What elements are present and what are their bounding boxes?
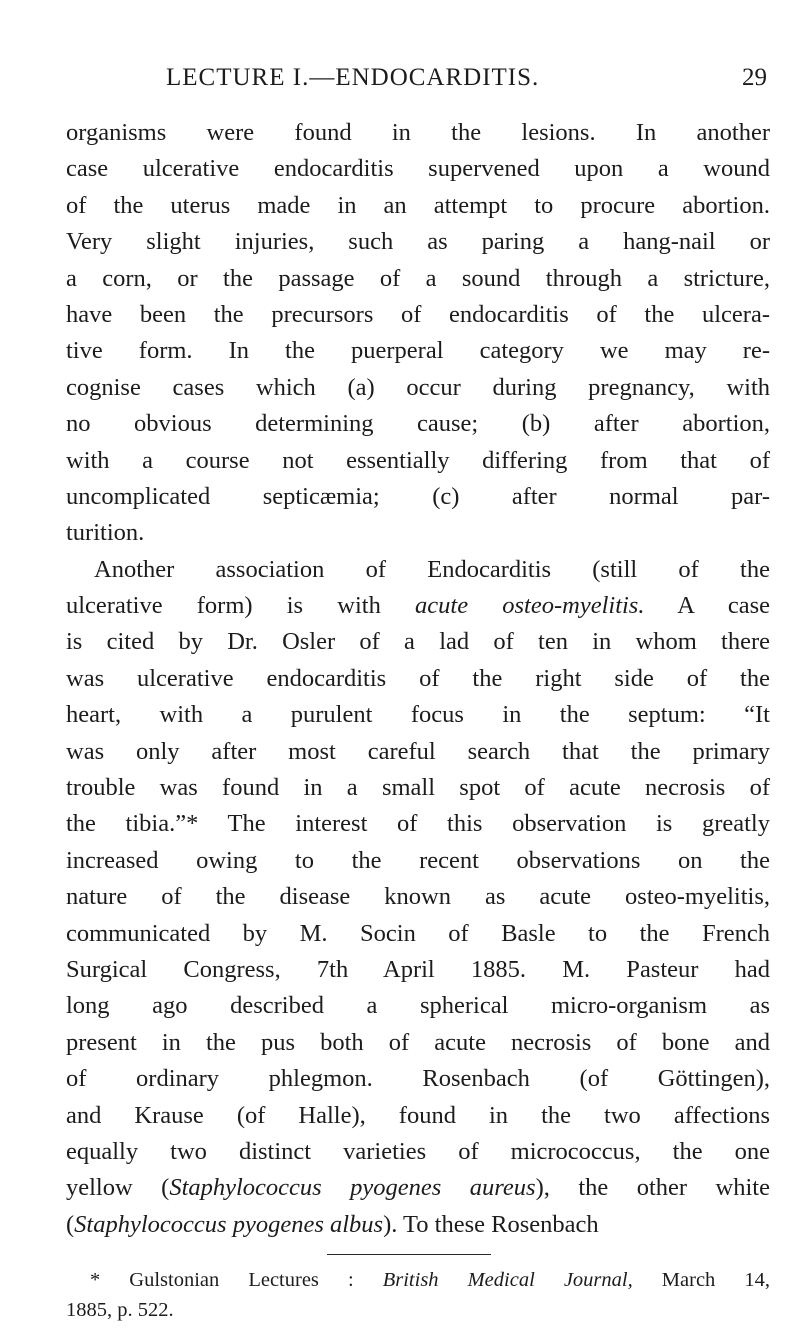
footnotes (66, 1265, 770, 1325)
page-number: 29 (742, 64, 767, 91)
footnote-journal: British Medical Journal, (382, 1269, 633, 1291)
text-line: equally two distinct varieties of micrococcus, the one (66, 1137, 770, 1165)
text-line: communicated by M. Socin of Basle to the French (66, 919, 770, 947)
text-run: ), the other white (535, 1174, 770, 1202)
text-line (66, 1207, 770, 1243)
text-line: uncomplicated septicæmia; (c) after normal par- (66, 482, 770, 510)
text-line: and Krause (of Halle), found in the two affections (66, 1101, 770, 1129)
text-line: no obvious determining cause; (b) after abortion, (66, 410, 770, 438)
footnote-date: March 14, (632, 1269, 770, 1291)
text-line: long ago described a spherical micro-organism as (66, 992, 770, 1020)
text-run: ). To these Rosenbach (383, 1210, 599, 1238)
text-line: the tibia.”* The interest of this observation is greatly (66, 810, 770, 838)
text-line: tive form. In the puerperal category we may re- (66, 337, 770, 365)
text-line: have been the precursors of endocarditis of the ulcera- (66, 300, 770, 328)
text-run: yellow ( (66, 1174, 170, 1202)
italic-term: acute osteo-myelitis. (415, 592, 645, 620)
text-line: trouble was found in a small spot of acute necrosis of (66, 774, 770, 802)
text-line: a corn, or the passage of a sound through a stricture, (66, 264, 770, 292)
text-line: of the uterus made in an attempt to procure abortion. (66, 191, 770, 219)
text-line: organisms were found in the lesions. In another (66, 119, 770, 146)
italic-term: Staphylococcus pyogenes aureus (169, 1174, 536, 1202)
text-line: turition. (66, 519, 145, 547)
text-line: heart, with a purulent focus in the septum: “It (66, 701, 770, 729)
text-line: with a course not essentially differing from that of (66, 446, 770, 474)
text-line: present in the pus both of acute necrosis of bone and (66, 1028, 770, 1056)
text-line: nature of the disease known as acute osteo-myelitis, (66, 883, 770, 911)
text-run: A case (644, 592, 770, 620)
running-head (0, 64, 801, 94)
text-line (66, 588, 770, 624)
text-line: Another association of Endocarditis (still of the (94, 555, 770, 583)
text-line: increased owing to the recent observations on the (66, 846, 770, 874)
text-line: Surgical Congress, 7th April 1885. M. Pasteur had (66, 955, 770, 983)
running-title: LECTURE I.—ENDOCARDITIS. (166, 64, 540, 91)
text-line: was ulcerative endocarditis of the right side of the (66, 664, 770, 692)
text-line: cognise cases which (a) occur during pregnancy, with (66, 373, 770, 401)
footnote-rule (327, 1254, 491, 1255)
text-line: Very slight injuries, such as paring a hang-nail or (66, 228, 770, 256)
text-run: ulcerative form) is with (66, 592, 416, 620)
footnote-source: * Gulstonian Lectures : (90, 1269, 383, 1291)
text-line: was only after most careful search that the primary (66, 737, 770, 765)
text-line: case ulcerative endocarditis supervened upon a wound (66, 155, 770, 183)
footnote-line (66, 1265, 770, 1295)
footnote-line: 1885, p. 522. (66, 1299, 174, 1321)
body-text (66, 115, 770, 1243)
text-line: is cited by Dr. Osler of a lad of ten in whom there (66, 628, 770, 656)
italic-term: Staphylococcus pyogenes albus (74, 1210, 384, 1238)
text-line: of ordinary phlegmon. Rosenbach (of Göttingen), (66, 1065, 770, 1093)
text-line (66, 1170, 770, 1206)
text-run: ( (66, 1210, 75, 1238)
